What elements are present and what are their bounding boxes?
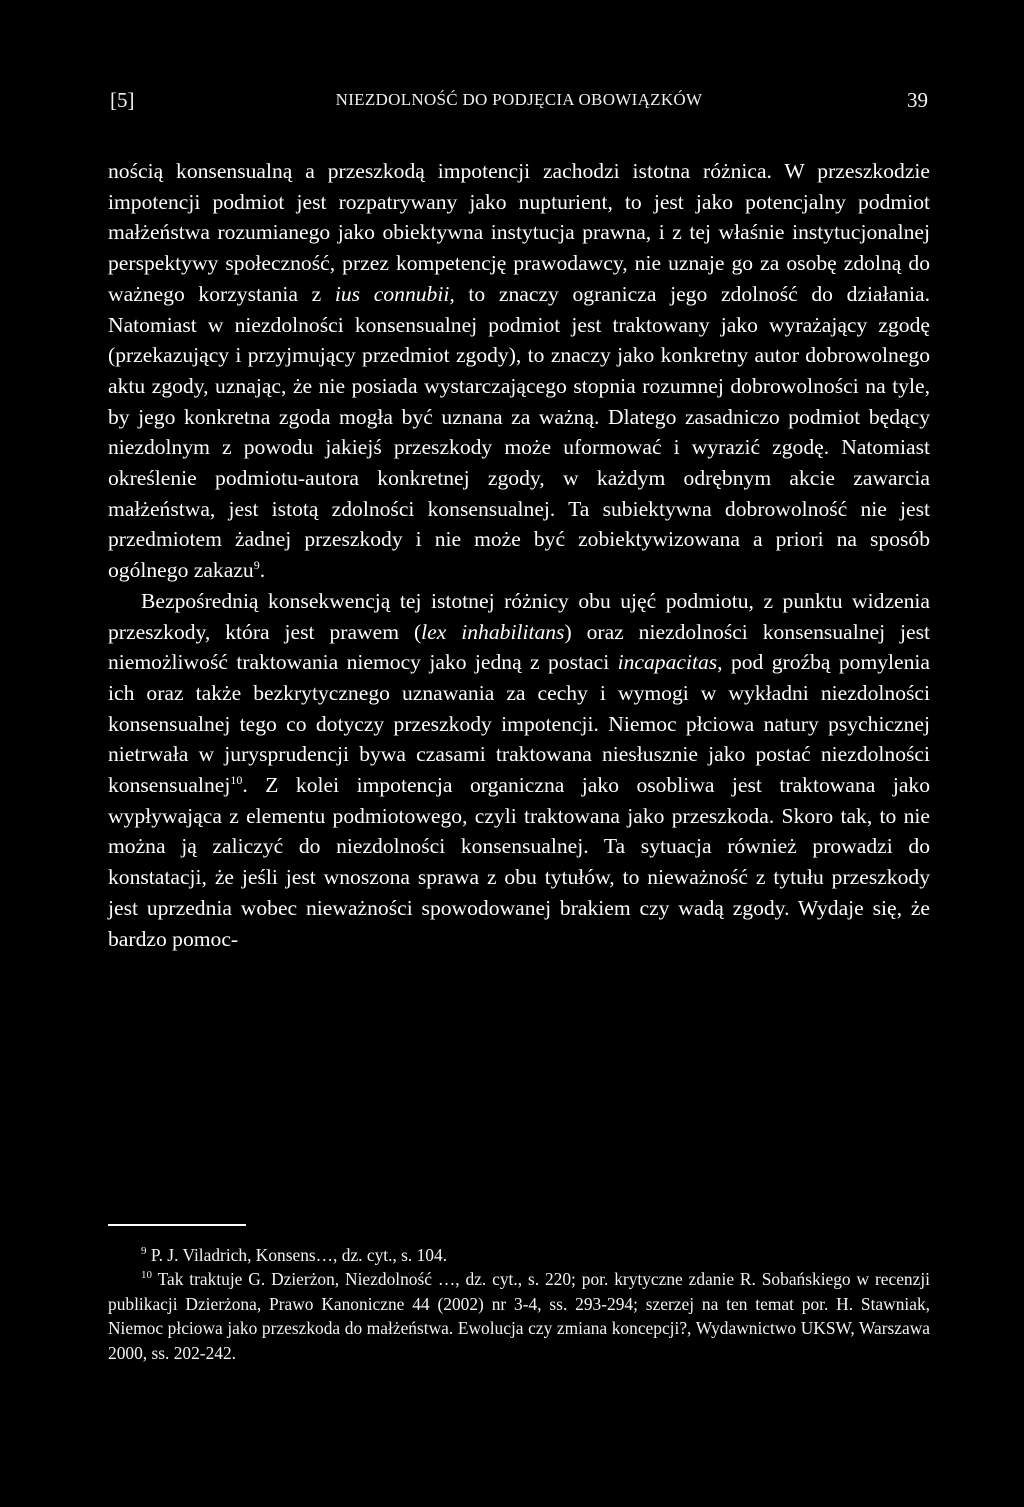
footnote-mark: 9 — [141, 1245, 147, 1258]
footnote-ref-10[interactable]: 10 — [230, 772, 243, 787]
running-title: NIEZDOLNOŚĆ DO PODJĘCIA OBOWIĄZKÓW — [335, 90, 703, 109]
text-run: . Z kolei impotencja organiczna jako osobliwa jest traktowana jako wypływająca z elementu podmiotowego, czyli traktowana jako przeszkoda. Skoro tak, to nie można ją zaliczyć do niezdolności konsensualnej. Ta sytuacja również prowadzi do konstatacji, że jeśli jest wnoszona sprawa z obu tytułów, to nieważność z tytułu przeszkody jest uprzednia wobec nieważności spowodowanej brakiem czy wadą zgody. Wydaje się, że bardzo pomoc- — [108, 773, 930, 951]
latin-term: lex inhabilitans — [421, 619, 565, 644]
text-run: Bezpośrednią konsekwencją tej istotnej różnicy obu ujęć podmiotu, z punktu widzenia przeszkody, która jest prawem ( — [108, 588, 930, 644]
footnotes — [108, 1243, 930, 1365]
text-run: nością konsensualną a przeszkodą impotencji zachodzi istotna różnica. W przeszkodzie impotencji podmiot jest rozpatrywany jako nupturient, to jest jako potencjalny podmiot małżeństwa rozumianego jako obiektywna instytucja prawna, i z tej właśnie instytucjonalnej perspektywy społeczność, przez kompetencję prawodawcy, nie uznaje go za osobę zdolną do ważnego korzystania z — [108, 159, 930, 306]
paragraph-1 — [108, 156, 930, 586]
footnote-ref-9[interactable]: 9 — [253, 557, 260, 572]
text-run: ) oraz niezdolności konsensualnej jest niemożliwość traktowania niemocy jako jedną z postaci — [108, 619, 930, 675]
footnote-mark: 10 — [141, 1269, 152, 1282]
footnote-9 — [108, 1243, 930, 1267]
section-number: [5] — [110, 88, 135, 112]
running-header — [110, 88, 928, 118]
paragraph-2 — [108, 586, 930, 954]
footnote-text: P. J. Viladrich, Konsens…, dz. cyt., s. 104. — [150, 1245, 448, 1265]
main-text — [108, 156, 930, 954]
text-run: , pod groźbą pomylenia ich oraz także bezkrytycznego uznawania za cechy i wymogi w wykładni niezdolności konsensualnej tego co dotyczy przeszkody impotencji. Niemoc płciowa natury psychicznej nietrwała w jurysprudencji bywa czasami traktowana niesłusznie jako postać niezdolności konsensualnej — [108, 650, 930, 798]
latin-term: incapacitas — [617, 650, 718, 675]
text-run: , to znaczy ogranicza jego zdolność do działania. Natomiast w niezdolności konsensualnej podmiot jest traktowany jako wyrażający zgodę (przekazujący i przyjmujący przedmiot zgody), to znaczy jako konkretny autor dobrowolnego aktu zgody, uznając, że nie posiada wystarczającego stopnia rozumnej dobrowolności na tyle, by jego konkretna zgoda mogła być uznana za ważną. Dlatego zasadniczo podmiot będący niezdolnym z powodu jakiejś przeszkody może uformować i wyrazić zgodę. Natomiast określenie podmiotu-autora konkretnej zgody, w każdym odrębnym akcie zawarcia małżeństwa, jest istotą zdolności konsensualnej. Ta subiektywna dobrowolność nie jest przedmiotem żadnej przeszkody i nie może być zobiektywizowana a priori na sposób ogólnego zakazu — [108, 281, 930, 583]
page-number: 39 — [907, 88, 928, 112]
text-run: . — [259, 558, 266, 583]
latin-term: ius connubii — [334, 281, 450, 306]
footnote-10 — [108, 1267, 930, 1365]
footnote-text: Tak traktuje G. Dzierżon, Niezdolność …, dz. cyt., s. 220; por. krytyczne zdanie R. Sobańskiego w recenzji publikacji Dzierżona, Prawo Kanoniczne 44 (2002) nr 3-4, ss. 293-294; szerzej na ten temat por. H. Stawniak, Niemoc płciowa jako przeszkoda do małżeństwa. Ewolucja czy zmiana koncepcji?, Wydawnictwo UKSW, Warszawa 2000, ss. 202-242. — [108, 1269, 930, 1363]
footnote-separator — [108, 1224, 246, 1226]
